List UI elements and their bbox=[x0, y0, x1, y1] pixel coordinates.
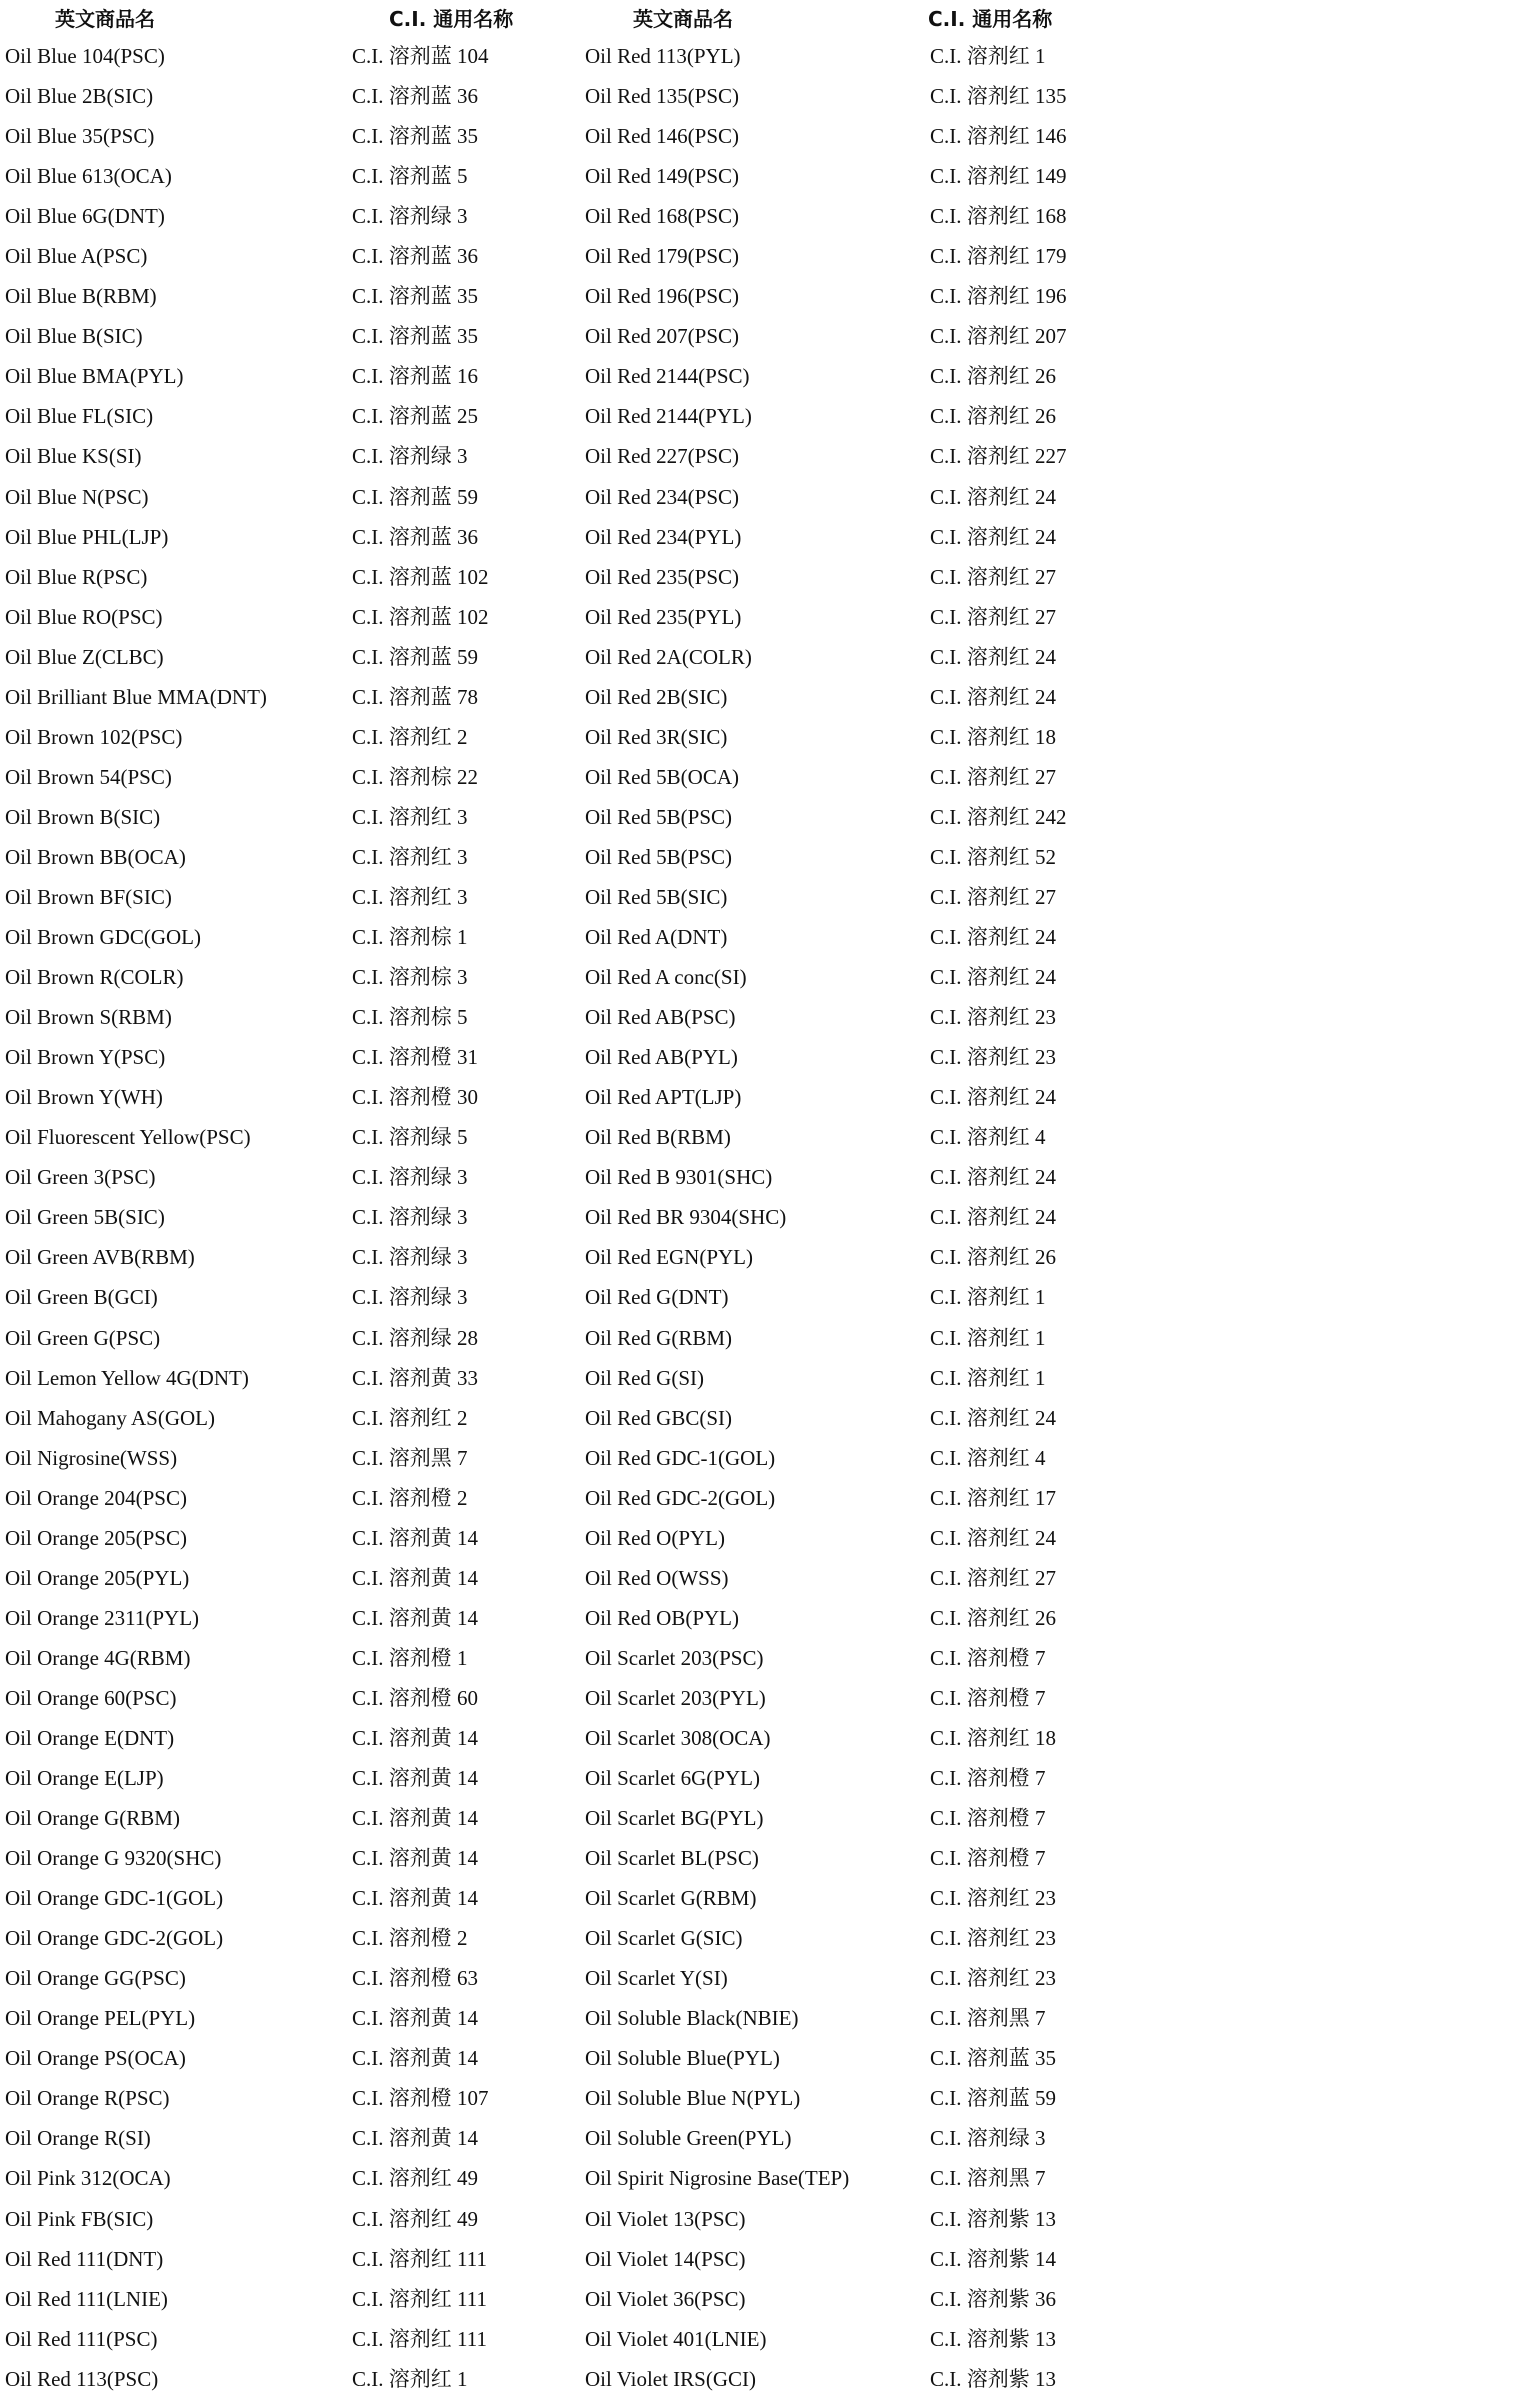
trade-name-left: Oil Green 3(PSC) bbox=[5, 1165, 156, 1190]
ci-name-right: C.I. 溶剂红 18 bbox=[930, 724, 1056, 749]
trade-name-right: Oil Red 2144(PSC) bbox=[585, 364, 750, 389]
trade-name-left: Oil Green B(GCI) bbox=[5, 1285, 158, 1310]
ci-name-right: C.I. 溶剂红 1 bbox=[930, 1365, 1046, 1390]
header-ci-generic-name-right: C.I. 通用名称 bbox=[928, 7, 1053, 31]
table-row bbox=[0, 1237, 1540, 1277]
ci-name-left: C.I. 溶剂绿 3 bbox=[352, 1285, 468, 1310]
ci-name-left: C.I. 溶剂红 3 bbox=[352, 844, 468, 869]
ci-name-left: C.I. 溶剂红 1 bbox=[352, 2366, 468, 2391]
ci-name-right: C.I. 溶剂红 23 bbox=[930, 1926, 1056, 1951]
trade-name-right: Oil Red G(DNT) bbox=[585, 1285, 729, 1310]
trade-name-left: Oil Red 111(LNIE) bbox=[5, 2286, 168, 2311]
trade-name-right: Oil Red EGN(PYL) bbox=[585, 1245, 753, 1270]
table-row bbox=[0, 1918, 1540, 1958]
trade-name-left: Oil Blue BMA(PYL) bbox=[5, 364, 184, 389]
table-row bbox=[0, 396, 1540, 436]
trade-name-left: Oil Orange 204(PSC) bbox=[5, 1485, 187, 1510]
trade-name-right: Oil Red 235(PSC) bbox=[585, 564, 740, 589]
trade-name-left: Oil Blue RO(PSC) bbox=[5, 604, 163, 629]
ci-name-left: C.I. 溶剂橙 30 bbox=[352, 1085, 478, 1110]
table-row bbox=[0, 1718, 1540, 1758]
ci-name-left: C.I. 溶剂黄 14 bbox=[352, 2046, 478, 2071]
table-row bbox=[0, 316, 1540, 356]
trade-name-left: Oil Brown 54(PSC) bbox=[5, 764, 172, 789]
trade-name-right: Oil Red APT(LJP) bbox=[585, 1085, 742, 1110]
ci-name-left: C.I. 溶剂蓝 36 bbox=[352, 524, 478, 549]
trade-name-right: Oil Red G(RBM) bbox=[585, 1325, 732, 1350]
trade-name-left: Oil Red 111(DNT) bbox=[5, 2246, 164, 2271]
trade-name-right: Oil Red GDC-2(GOL) bbox=[585, 1485, 776, 1510]
ci-name-right: C.I. 溶剂紫 13 bbox=[930, 2366, 1056, 2391]
ci-name-left: C.I. 溶剂黄 14 bbox=[352, 1846, 478, 1871]
trade-name-right: Oil Red 113(PYL) bbox=[585, 44, 741, 68]
ci-name-right: C.I. 溶剂红 24 bbox=[930, 1405, 1056, 1430]
trade-name-left: Oil Brown Y(WH) bbox=[5, 1085, 163, 1110]
ci-name-right: C.I. 溶剂红 23 bbox=[930, 1966, 1056, 1991]
trade-name-left: Oil Blue FL(SIC) bbox=[5, 404, 154, 429]
trade-name-left: Oil Green G(PSC) bbox=[5, 1325, 161, 1350]
trade-name-left: Oil Orange G 9320(SHC) bbox=[5, 1846, 222, 1871]
ci-name-right: C.I. 溶剂红 18 bbox=[930, 1725, 1056, 1750]
ci-name-right: C.I. 溶剂红 17 bbox=[930, 1485, 1056, 1510]
table-row bbox=[0, 1878, 1540, 1918]
ci-name-left: C.I. 溶剂绿 5 bbox=[352, 1125, 468, 1150]
table-row bbox=[0, 717, 1540, 757]
ci-name-left: C.I. 溶剂黄 14 bbox=[352, 1725, 478, 1750]
table-row bbox=[0, 1438, 1540, 1478]
ci-name-right: C.I. 溶剂红 24 bbox=[930, 684, 1056, 709]
ci-name-left: C.I. 溶剂红 2 bbox=[352, 1405, 468, 1430]
trade-name-right: Oil Red B(RBM) bbox=[585, 1125, 731, 1150]
ci-name-left: C.I. 溶剂红 49 bbox=[352, 2206, 478, 2231]
ci-name-left: C.I. 溶剂红 49 bbox=[352, 2166, 478, 2191]
trade-name-right: Oil Red 2144(PYL) bbox=[585, 404, 752, 429]
trade-name-right: Oil Violet IRS(GCI) bbox=[585, 2366, 757, 2391]
trade-name-right: Oil Soluble Blue(PYL) bbox=[585, 2046, 780, 2071]
trade-name-right: Oil Red 5B(SIC) bbox=[585, 884, 728, 909]
ci-name-right: C.I. 溶剂橙 7 bbox=[930, 1806, 1046, 1831]
trade-name-right: Oil Red BR 9304(SHC) bbox=[585, 1205, 787, 1230]
trade-name-right: Oil Red AB(PSC) bbox=[585, 1005, 736, 1030]
trade-name-left: Oil Brilliant Blue MMA(DNT) bbox=[5, 684, 267, 709]
table-row bbox=[0, 757, 1540, 797]
ci-name-left: C.I. 溶剂黄 14 bbox=[352, 1525, 478, 1550]
ci-name-left: C.I. 溶剂黄 14 bbox=[352, 1806, 478, 1831]
ci-name-right: C.I. 溶剂红 26 bbox=[930, 364, 1056, 389]
ci-name-right: C.I. 溶剂红 27 bbox=[930, 564, 1056, 589]
table-row bbox=[0, 2199, 1540, 2239]
trade-name-right: Oil Red 149(PSC) bbox=[585, 164, 740, 189]
ci-name-left: C.I. 溶剂橙 2 bbox=[352, 1926, 468, 1951]
table-row bbox=[0, 677, 1540, 717]
ci-name-left: C.I. 溶剂橙 2 bbox=[352, 1485, 468, 1510]
table-row bbox=[0, 1838, 1540, 1878]
ci-name-right: C.I. 溶剂黑 7 bbox=[930, 2166, 1046, 2191]
ci-name-right: C.I. 溶剂黑 7 bbox=[930, 2006, 1046, 2031]
table-row bbox=[0, 1478, 1540, 1518]
trade-name-left: Oil Orange GG(PSC) bbox=[5, 1966, 186, 1991]
ci-name-left: C.I. 溶剂橙 31 bbox=[352, 1045, 478, 1070]
ci-name-left: C.I. 溶剂蓝 104 bbox=[352, 44, 489, 68]
trade-name-left: Oil Brown Y(PSC) bbox=[5, 1045, 166, 1070]
ci-name-right: C.I. 溶剂红 242 bbox=[930, 804, 1067, 829]
trade-name-right: Oil Red AB(PYL) bbox=[585, 1045, 738, 1070]
trade-name-left: Oil Blue PHL(LJP) bbox=[5, 524, 169, 549]
ci-name-left: C.I. 溶剂棕 5 bbox=[352, 1005, 468, 1030]
table-row bbox=[0, 2038, 1540, 2078]
ci-name-right: C.I. 溶剂橙 7 bbox=[930, 1645, 1046, 1670]
trade-name-left: Oil Orange 205(PYL) bbox=[5, 1565, 190, 1590]
ci-name-right: C.I. 溶剂红 26 bbox=[930, 1245, 1056, 1270]
trade-name-right: Oil Red 227(PSC) bbox=[585, 444, 740, 469]
trade-name-left: Oil Blue R(PSC) bbox=[5, 564, 148, 589]
trade-name-left: Oil Orange R(SI) bbox=[5, 2126, 151, 2151]
table-row bbox=[0, 1518, 1540, 1558]
trade-name-right: Oil Red 2A(COLR) bbox=[585, 644, 752, 669]
trade-name-left: Oil Green 5B(SIC) bbox=[5, 1205, 165, 1230]
ci-name-left: C.I. 溶剂蓝 36 bbox=[352, 84, 478, 109]
trade-name-right: Oil Scarlet 203(PYL) bbox=[585, 1685, 766, 1710]
table-row bbox=[0, 276, 1540, 316]
trade-name-right: Oil Red OB(PYL) bbox=[585, 1605, 739, 1630]
ci-name-right: C.I. 溶剂红 135 bbox=[930, 84, 1067, 109]
trade-name-left: Oil Brown B(SIC) bbox=[5, 804, 161, 829]
ci-name-left: C.I. 溶剂蓝 5 bbox=[352, 164, 468, 189]
table-row bbox=[0, 1117, 1540, 1157]
ci-name-right: C.I. 溶剂橙 7 bbox=[930, 1766, 1046, 1791]
trade-name-left: Oil Orange 2311(PYL) bbox=[5, 1605, 200, 1630]
ci-name-right: C.I. 溶剂红 26 bbox=[930, 1605, 1056, 1630]
table-row bbox=[0, 36, 1540, 76]
ci-name-left: C.I. 溶剂红 2 bbox=[352, 724, 468, 749]
trade-name-right: Oil Violet 401(LNIE) bbox=[585, 2326, 767, 2351]
table-row bbox=[0, 1998, 1540, 2038]
trade-name-right: Oil Red A(DNT) bbox=[585, 925, 728, 950]
trade-name-right: Oil Scarlet BG(PYL) bbox=[585, 1806, 764, 1831]
header-ci-generic-name-left: C.I. 通用名称 bbox=[389, 7, 514, 31]
table-row bbox=[0, 236, 1540, 276]
ci-name-left: C.I. 溶剂绿 3 bbox=[352, 1205, 468, 1230]
trade-name-left: Oil Brown GDC(GOL) bbox=[5, 925, 201, 950]
ci-name-left: C.I. 溶剂红 111 bbox=[352, 2326, 487, 2351]
ci-name-right: C.I. 溶剂红 179 bbox=[930, 244, 1067, 269]
ci-name-left: C.I. 溶剂绿 3 bbox=[352, 1165, 468, 1190]
ci-name-right: C.I. 溶剂紫 14 bbox=[930, 2246, 1056, 2271]
ci-name-right: C.I. 溶剂红 24 bbox=[930, 644, 1056, 669]
ci-name-left: C.I. 溶剂绿 3 bbox=[352, 204, 468, 229]
table-row bbox=[0, 557, 1540, 597]
table-row bbox=[0, 436, 1540, 476]
ci-name-right: C.I. 溶剂红 27 bbox=[930, 764, 1056, 789]
trade-name-left: Oil Orange 4G(RBM) bbox=[5, 1645, 191, 1670]
trade-name-right: Oil Scarlet 203(PSC) bbox=[585, 1645, 764, 1670]
ci-name-left: C.I. 溶剂黄 14 bbox=[352, 1565, 478, 1590]
table-row bbox=[0, 2158, 1540, 2198]
trade-name-right: Oil Red A conc(SI) bbox=[585, 965, 747, 990]
ci-name-left: C.I. 溶剂蓝 59 bbox=[352, 484, 478, 509]
ci-name-left: C.I. 溶剂橙 63 bbox=[352, 1966, 478, 1991]
trade-name-right: Oil Red B 9301(SHC) bbox=[585, 1165, 773, 1190]
trade-name-right: Oil Violet 13(PSC) bbox=[585, 2206, 746, 2231]
ci-name-left: C.I. 溶剂蓝 35 bbox=[352, 124, 478, 149]
ci-name-left: C.I. 溶剂黄 14 bbox=[352, 1886, 478, 1911]
trade-name-right: Oil Scarlet G(RBM) bbox=[585, 1886, 757, 1911]
ci-name-right: C.I. 溶剂红 26 bbox=[930, 404, 1056, 429]
ci-name-left: C.I. 溶剂蓝 78 bbox=[352, 684, 478, 709]
table-row bbox=[0, 1678, 1540, 1718]
trade-name-left: Oil Blue A(PSC) bbox=[5, 244, 148, 269]
table-row bbox=[0, 477, 1540, 517]
ci-name-right: C.I. 溶剂紫 13 bbox=[930, 2206, 1056, 2231]
trade-name-right: Oil Scarlet 6G(PYL) bbox=[585, 1766, 760, 1791]
trade-name-right: Oil Red 207(PSC) bbox=[585, 324, 740, 349]
ci-name-right: C.I. 溶剂红 23 bbox=[930, 1005, 1056, 1030]
trade-name-right: Oil Red O(WSS) bbox=[585, 1565, 729, 1590]
ci-name-left: C.I. 溶剂绿 28 bbox=[352, 1325, 478, 1350]
trade-name-right: Oil Red 234(PSC) bbox=[585, 484, 740, 509]
trade-name-right: Oil Scarlet Y(SI) bbox=[585, 1966, 728, 1991]
table-row bbox=[0, 1277, 1540, 1317]
trade-name-left: Oil Red 111(PSC) bbox=[5, 2326, 158, 2351]
trade-name-left: Oil Orange GDC-2(GOL) bbox=[5, 1926, 224, 1951]
ci-name-right: C.I. 溶剂蓝 35 bbox=[930, 2046, 1056, 2071]
table-row bbox=[0, 1197, 1540, 1237]
trade-name-left: Oil Blue Z(CLBC) bbox=[5, 644, 164, 669]
ci-name-right: C.I. 溶剂红 207 bbox=[930, 324, 1067, 349]
ci-name-right: C.I. 溶剂红 146 bbox=[930, 124, 1067, 149]
table-row bbox=[0, 1157, 1540, 1197]
table-row bbox=[0, 1758, 1540, 1798]
ci-name-right: C.I. 溶剂红 1 bbox=[930, 1325, 1046, 1350]
trade-name-right: Oil Red 168(PSC) bbox=[585, 204, 740, 229]
ci-name-right: C.I. 溶剂红 24 bbox=[930, 1165, 1056, 1190]
ci-name-left: C.I. 溶剂橙 60 bbox=[352, 1685, 478, 1710]
trade-name-left: Oil Brown 102(PSC) bbox=[5, 724, 183, 749]
table-row bbox=[0, 1358, 1540, 1398]
trade-name-right: Oil Scarlet 308(OCA) bbox=[585, 1725, 771, 1750]
ci-name-left: C.I. 溶剂蓝 16 bbox=[352, 364, 478, 389]
trade-name-right: Oil Red O(PYL) bbox=[585, 1525, 725, 1550]
trade-name-right: Oil Red 234(PYL) bbox=[585, 524, 742, 549]
trade-name-right: Oil Red GBC(SI) bbox=[585, 1405, 732, 1430]
ci-name-right: C.I. 溶剂红 1 bbox=[930, 44, 1046, 68]
ci-name-left: C.I. 溶剂黄 14 bbox=[352, 1766, 478, 1791]
trade-name-right: Oil Scarlet G(SIC) bbox=[585, 1926, 743, 1951]
trade-name-left: Oil Brown BF(SIC) bbox=[5, 884, 172, 909]
ci-name-left: C.I. 溶剂黑 7 bbox=[352, 1445, 468, 1470]
ci-name-right: C.I. 溶剂红 23 bbox=[930, 1045, 1056, 1070]
table-row bbox=[0, 1037, 1540, 1077]
ci-name-left: C.I. 溶剂棕 3 bbox=[352, 965, 468, 990]
ci-name-left: C.I. 溶剂黄 33 bbox=[352, 1365, 478, 1390]
table-row bbox=[0, 356, 1540, 396]
trade-name-right: Oil Violet 36(PSC) bbox=[585, 2286, 746, 2311]
ci-name-left: C.I. 溶剂蓝 36 bbox=[352, 244, 478, 269]
ci-name-right: C.I. 溶剂红 227 bbox=[930, 444, 1067, 469]
ci-name-left: C.I. 溶剂蓝 35 bbox=[352, 324, 478, 349]
table-row bbox=[0, 2118, 1540, 2158]
trade-name-left: Oil Lemon Yellow 4G(DNT) bbox=[5, 1365, 249, 1390]
trade-name-right: Oil Soluble Black(NBIE) bbox=[585, 2006, 799, 2031]
trade-name-left: Oil Orange GDC-1(GOL) bbox=[5, 1886, 224, 1911]
table-row bbox=[0, 997, 1540, 1037]
trade-name-left: Oil Blue N(PSC) bbox=[5, 484, 149, 509]
trade-name-left: Oil Red 113(PSC) bbox=[5, 2366, 159, 2391]
ci-name-right: C.I. 溶剂红 4 bbox=[930, 1125, 1046, 1150]
ci-name-right: C.I. 溶剂红 24 bbox=[930, 1525, 1056, 1550]
trade-name-left: Oil Blue 2B(SIC) bbox=[5, 84, 154, 109]
ci-name-left: C.I. 溶剂绿 3 bbox=[352, 1245, 468, 1270]
ci-name-right: C.I. 溶剂红 24 bbox=[930, 524, 1056, 549]
trade-name-right: Oil Red 179(PSC) bbox=[585, 244, 740, 269]
ci-name-right: C.I. 溶剂红 24 bbox=[930, 1085, 1056, 1110]
ci-name-right: C.I. 溶剂红 27 bbox=[930, 1565, 1056, 1590]
trade-name-left: Oil Brown R(COLR) bbox=[5, 965, 184, 990]
ci-name-right: C.I. 溶剂红 24 bbox=[930, 1205, 1056, 1230]
trade-name-right: Oil Red GDC-1(GOL) bbox=[585, 1445, 776, 1470]
ci-name-left: C.I. 溶剂蓝 35 bbox=[352, 284, 478, 309]
trade-name-left: Oil Blue 104(PSC) bbox=[5, 44, 165, 68]
trade-name-right: Oil Red 135(PSC) bbox=[585, 84, 740, 109]
table-row bbox=[0, 116, 1540, 156]
table-row bbox=[0, 2319, 1540, 2359]
table-row bbox=[0, 1598, 1540, 1638]
ci-name-right: C.I. 溶剂红 4 bbox=[930, 1445, 1046, 1470]
ci-name-right: C.I. 溶剂红 196 bbox=[930, 284, 1067, 309]
header-english-trade-name-left: 英文商品名 bbox=[55, 7, 155, 31]
table-row bbox=[0, 917, 1540, 957]
table-row bbox=[0, 1398, 1540, 1438]
ci-name-left: C.I. 溶剂红 111 bbox=[352, 2246, 487, 2271]
trade-name-left: Oil Orange PEL(PYL) bbox=[5, 2006, 196, 2031]
trade-name-left: Oil Orange 60(PSC) bbox=[5, 1685, 177, 1710]
trade-name-left: Oil Orange G(RBM) bbox=[5, 1806, 180, 1831]
ci-name-right: C.I. 溶剂紫 13 bbox=[930, 2326, 1056, 2351]
ci-name-left: C.I. 溶剂棕 1 bbox=[352, 925, 468, 950]
ci-name-right: C.I. 溶剂紫 36 bbox=[930, 2286, 1056, 2311]
trade-name-right: Oil Red 3R(SIC) bbox=[585, 724, 728, 749]
trade-name-left: Oil Green AVB(RBM) bbox=[5, 1245, 195, 1270]
ci-name-right: C.I. 溶剂橙 7 bbox=[930, 1846, 1046, 1871]
header-english-trade-name-right: 英文商品名 bbox=[633, 7, 733, 31]
trade-name-right: Oil Red 196(PSC) bbox=[585, 284, 740, 309]
trade-name-right: Oil Soluble Green(PYL) bbox=[585, 2126, 792, 2151]
trade-name-left: Oil Orange 205(PSC) bbox=[5, 1525, 187, 1550]
table-row bbox=[0, 1558, 1540, 1598]
trade-name-left: Oil Pink 312(OCA) bbox=[5, 2166, 171, 2191]
ci-name-right: C.I. 溶剂绿 3 bbox=[930, 2126, 1046, 2151]
ci-name-left: C.I. 溶剂红 3 bbox=[352, 804, 468, 829]
trade-name-right: Oil Red 5B(PSC) bbox=[585, 804, 733, 829]
ci-name-right: C.I. 溶剂红 24 bbox=[930, 965, 1056, 990]
table-row bbox=[0, 1638, 1540, 1678]
ci-name-left: C.I. 溶剂黄 14 bbox=[352, 1605, 478, 1630]
trade-name-left: Oil Orange E(LJP) bbox=[5, 1766, 164, 1791]
ci-name-right: C.I. 溶剂红 24 bbox=[930, 484, 1056, 509]
ci-name-left: C.I. 溶剂红 111 bbox=[352, 2286, 487, 2311]
ci-name-left: C.I. 溶剂绿 3 bbox=[352, 444, 468, 469]
ci-name-left: C.I. 溶剂蓝 59 bbox=[352, 644, 478, 669]
trade-name-right: Oil Soluble Blue N(PYL) bbox=[585, 2086, 801, 2111]
table-body bbox=[0, 36, 1540, 2399]
trade-name-left: Oil Blue 35(PSC) bbox=[5, 124, 155, 149]
ci-name-right: C.I. 溶剂红 24 bbox=[930, 925, 1056, 950]
table-row bbox=[0, 837, 1540, 877]
trade-name-right: Oil Scarlet BL(PSC) bbox=[585, 1846, 759, 1871]
ci-name-right: C.I. 溶剂红 23 bbox=[930, 1886, 1056, 1911]
trade-name-right: Oil Red 5B(PSC) bbox=[585, 844, 733, 869]
ci-name-right: C.I. 溶剂蓝 59 bbox=[930, 2086, 1056, 2111]
table-row bbox=[0, 76, 1540, 116]
table-row bbox=[0, 1318, 1540, 1358]
ci-name-right: C.I. 溶剂红 52 bbox=[930, 844, 1056, 869]
table-row bbox=[0, 1077, 1540, 1117]
trade-name-left: Oil Fluorescent Yellow(PSC) bbox=[5, 1125, 251, 1150]
ci-name-right: C.I. 溶剂红 149 bbox=[930, 164, 1067, 189]
trade-name-left: Oil Brown BB(OCA) bbox=[5, 844, 186, 869]
trade-name-right: Oil Spirit Nigrosine Base(TEP) bbox=[585, 2166, 850, 2191]
trade-name-left: Oil Blue KS(SI) bbox=[5, 444, 142, 469]
table-row bbox=[0, 597, 1540, 637]
ci-name-left: C.I. 溶剂棕 22 bbox=[352, 764, 478, 789]
table-row bbox=[0, 957, 1540, 997]
table-row bbox=[0, 2359, 1540, 2399]
ci-name-left: C.I. 溶剂红 3 bbox=[352, 884, 468, 909]
trade-name-right: Oil Red 2B(SIC) bbox=[585, 684, 728, 709]
trade-name-left: Oil Blue 613(OCA) bbox=[5, 164, 172, 189]
ci-name-right: C.I. 溶剂红 27 bbox=[930, 884, 1056, 909]
trade-name-left: Oil Pink FB(SIC) bbox=[5, 2206, 154, 2231]
table-row bbox=[0, 797, 1540, 837]
ci-name-left: C.I. 溶剂橙 107 bbox=[352, 2086, 489, 2111]
table-row bbox=[0, 2279, 1540, 2319]
trade-name-left: Oil Orange R(PSC) bbox=[5, 2086, 170, 2111]
trade-name-right: Oil Violet 14(PSC) bbox=[585, 2246, 746, 2271]
ci-name-left: C.I. 溶剂黄 14 bbox=[352, 2006, 478, 2031]
table-row bbox=[0, 156, 1540, 196]
ci-name-left: C.I. 溶剂黄 14 bbox=[352, 2126, 478, 2151]
ci-name-left: C.I. 溶剂蓝 102 bbox=[352, 564, 489, 589]
ci-name-left: C.I. 溶剂蓝 25 bbox=[352, 404, 478, 429]
trade-name-left: Oil Mahogany AS(GOL) bbox=[5, 1405, 215, 1430]
ci-name-right: C.I. 溶剂红 1 bbox=[930, 1285, 1046, 1310]
trade-name-left: Oil Brown S(RBM) bbox=[5, 1005, 172, 1030]
ci-name-left: C.I. 溶剂橙 1 bbox=[352, 1645, 468, 1670]
trade-name-left: Oil Blue B(RBM) bbox=[5, 284, 157, 309]
table-row bbox=[0, 637, 1540, 677]
ci-name-left: C.I. 溶剂蓝 102 bbox=[352, 604, 489, 629]
table-row bbox=[0, 196, 1540, 236]
table-row bbox=[0, 877, 1540, 917]
table-row bbox=[0, 1798, 1540, 1838]
trade-name-left: Oil Blue 6G(DNT) bbox=[5, 204, 165, 229]
trade-name-right: Oil Red 235(PYL) bbox=[585, 604, 742, 629]
trade-name-left: Oil Blue B(SIC) bbox=[5, 324, 143, 349]
table-row bbox=[0, 1958, 1540, 1998]
ci-name-right: C.I. 溶剂红 27 bbox=[930, 604, 1056, 629]
trade-name-left: Oil Orange PS(OCA) bbox=[5, 2046, 186, 2071]
trade-name-right: Oil Red 5B(OCA) bbox=[585, 764, 739, 789]
trade-name-left: Oil Nigrosine(WSS) bbox=[5, 1445, 178, 1470]
ci-name-right: C.I. 溶剂橙 7 bbox=[930, 1685, 1046, 1710]
ci-name-right: C.I. 溶剂红 168 bbox=[930, 204, 1067, 229]
trade-name-right: Oil Red 146(PSC) bbox=[585, 124, 740, 149]
table-row bbox=[0, 2078, 1540, 2118]
trade-name-right: Oil Red G(SI) bbox=[585, 1365, 704, 1390]
table-row bbox=[0, 517, 1540, 557]
trade-name-left: Oil Orange E(DNT) bbox=[5, 1725, 175, 1750]
